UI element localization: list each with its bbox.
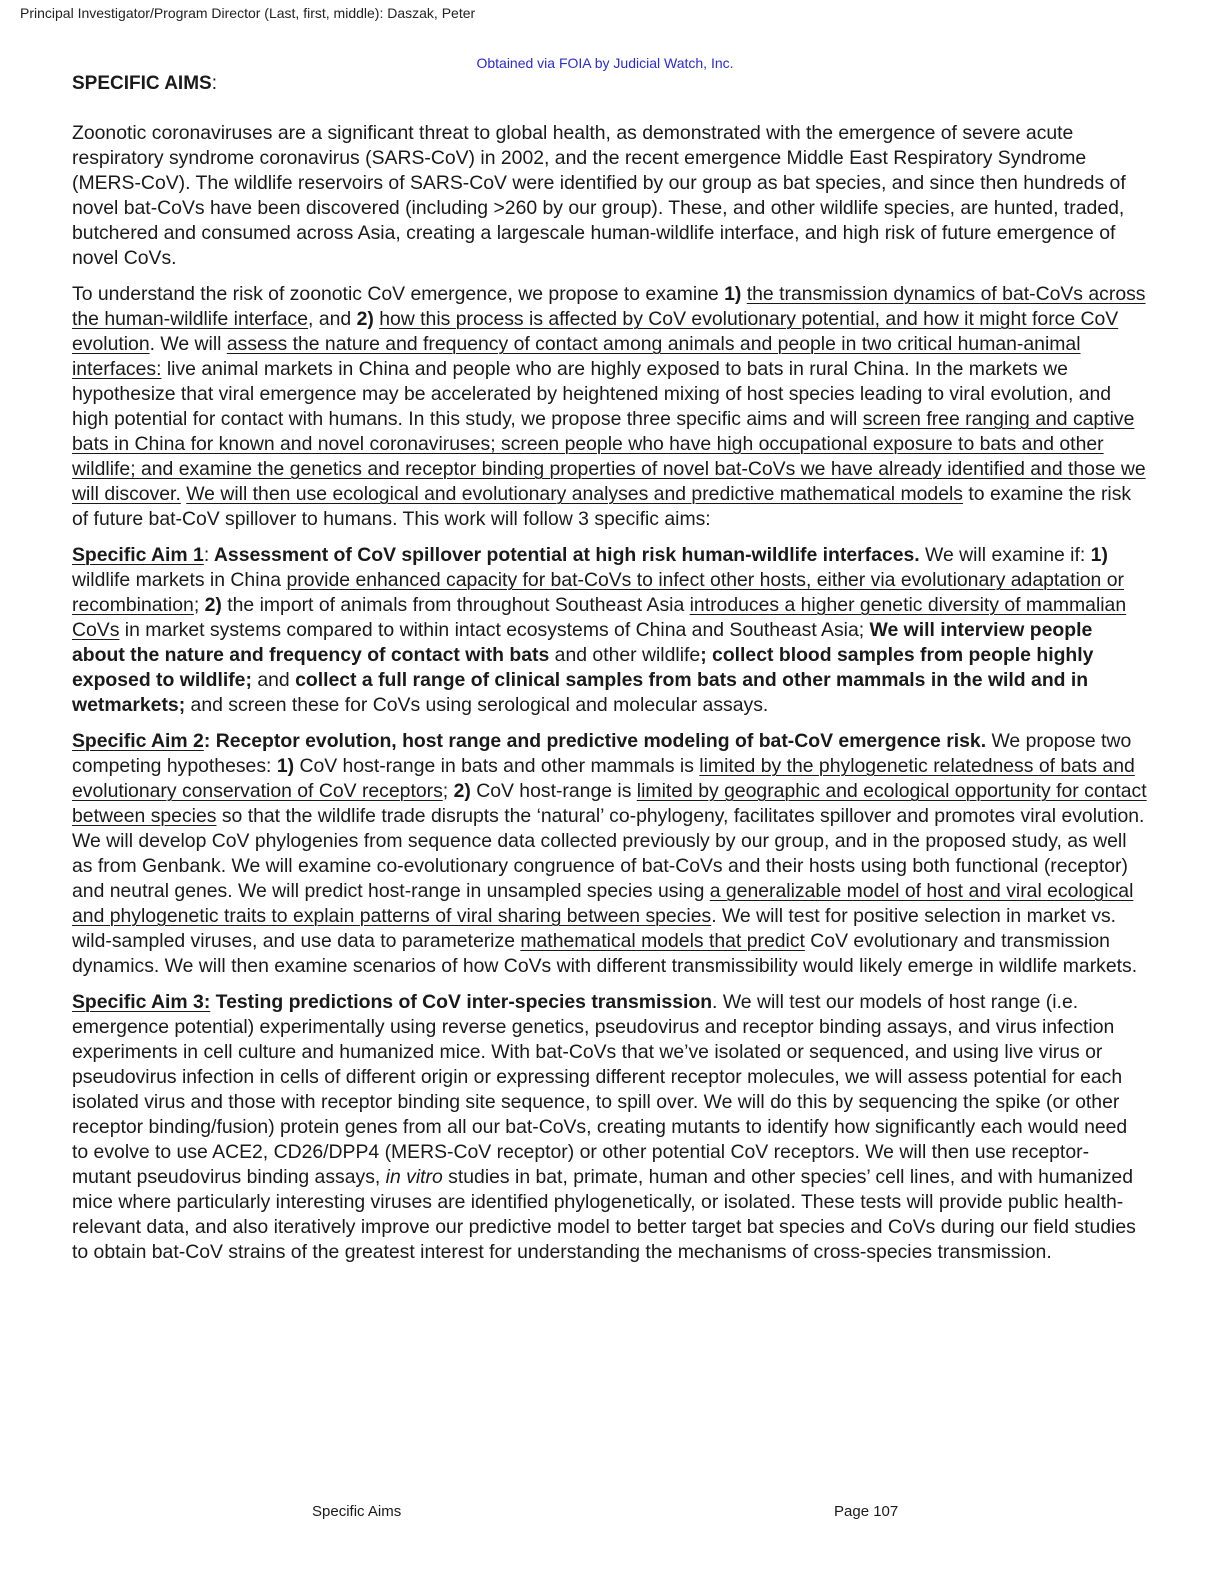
footer-section-label: Specific Aims xyxy=(312,1503,402,1520)
aim1-heading: Assessment of CoV spillover potential at high risk human-wildlife interfaces. xyxy=(209,544,920,566)
page-title xyxy=(72,73,217,95)
foia-watermark: Obtained via FOIA by Judicial Watch, Inc. xyxy=(476,55,734,71)
aim3-heading: Testing predictions of CoV inter-species transmission xyxy=(210,991,713,1013)
aim2-heading: : Receptor evolution, host range and predictive modeling of bat-CoV emergence risk. xyxy=(203,730,987,752)
aim3-paragraph: Specific Aim 3: Testing predictions of CoV inter-species transmission. We will test our models of host range (i.e. emergence potential) experimentally using reverse genetics, pseudovirus and receptor binding assays, and virus infection experiments in cell culture and humanized mice. With bat-CoVs that we’ve isolated or sequenced, and using live virus or pseudovirus infection in cells of different origin or expressing different receptor molecules, we will assess potential for each isolated virus and those with receptor binding site sequence, to spill over. We will do this by sequencing the spike (or other receptor binding/fusion) protein genes from all our bat-CoVs, creating mutants to identify how significantly each would need to evolve to use ACE2, CD26/DPP4 (MERS-CoV receptor) or other potential CoV receptors. We will then use receptor-mutant pseudovirus binding assays, in vitro studies in bat, primate, human and other species’ cell lines, and with humanized mice where particularly interesting viruses are identified phylogenetically, or isolated. These tests will provide public health-relevant data, and also iteratively improve our predictive model to better target bat species and CoVs during our field studies to obtain bat-CoV strains of the greatest interest for understanding the mechanisms of cross-species transmission. xyxy=(72,991,1136,1263)
footer-page-number: Page 107 xyxy=(834,1503,899,1520)
body-content xyxy=(72,121,1147,1276)
intro-paragraph: Zoonotic coronaviruses are a significant threat to global health, as demonstrated with the emergence of severe acute respiratory syndrome coronavirus (SARS-CoV) in 2002, and the recent emergence Middle East Respiratory Syndrome (MERS-CoV). The wildlife reservoirs of SARS-CoV were identified by our group as bat species, and since then hundreds of novel bat-CoVs have been discovered (including >260 by our group). These, and other wildlife species, are hunted, traded, butchered and consumed across Asia, creating a largescale human-wildlife interface, and high risk of future emergence of novel CoVs. xyxy=(72,122,1126,269)
rationale-paragraph: To understand the risk of zoonotic CoV emergence, we propose to examine 1) the transmission dynamics of bat-CoVs across the human-wildlife interface, and 2) how this process is affected by CoV evolutionary potential, and how it might force CoV evolution. We will assess the nature and frequency of contact among animals and people in two critical human-animal interfaces: live animal markets in China and people who are highly exposed to bats in rural China. In the markets we hypothesize that viral emergence may be accelerated by heightened mixing of host species leading to viral evolution, and high potential for contact with humans. In this study, we propose three specific aims and will screen free ranging and captive bats in China for known and novel coronaviruses; screen people who have high occupational exposure to bats and other wildlife; and examine the genetics and receptor binding properties of novel bat-CoVs we have already identified and those we will discover. We will then use ecological and evolutionary analyses and predictive mathematical models to examine the risk of future bat-CoV spillover to humans. This work will follow 3 specific aims: xyxy=(72,283,1146,530)
investigator-header: Principal Investigator/Program Director (Last, first, middle): Daszak, Peter xyxy=(20,5,476,21)
title-text: SPECIFIC AIMS xyxy=(72,73,212,94)
aim2-label: Specific Aim 2 xyxy=(72,730,204,752)
title-colon: : xyxy=(211,73,217,94)
aim2-paragraph: Specific Aim 2: Receptor evolution, host range and predictive modeling of bat-CoV emergence risk. We propose two competing hypotheses: 1) CoV host-range in bats and other mammals is limited by the phylogenetic relatedness of bats and evolutionary conservation of CoV receptors; 2) CoV host-range is limited by geographic and ecological opportunity for contact between species so that the wildlife trade disrupts the ‘natural’ co-phylogeny, facilitates spillover and promotes viral evolution. We will develop CoV phylogenies from sequence data collected previously by our group, and in the proposed study, as well as from Genbank. We will examine co-evolutionary congruence of bat-CoVs and their hosts using both functional (receptor) and neutral genes. We will predict host-range in unsampled species using a generalizable model of host and viral ecological and phylogenetic traits to explain patterns of viral sharing between species. We will test for positive selection in market vs. wild-sampled viruses, and use data to parameterize mathematical models that predict CoV evolutionary and transmission dynamics. We will then examine scenarios of how CoVs with different transmissibility would likely emerge in wildlife markets. xyxy=(72,730,1147,977)
aim3-label: Specific Aim 3: xyxy=(72,991,211,1013)
aim1-label: Specific Aim 1 xyxy=(72,544,204,566)
aim1-paragraph: Specific Aim 1: Assessment of CoV spillover potential at high risk human-wildlife interfaces. We will examine if: 1) wildlife markets in China provide enhanced capacity for bat-CoVs to infect other hosts, either via evolutionary adaptation or recombination; 2) the import of animals from throughout Southeast Asia introduces a higher genetic diversity of mammalian CoVs in market systems compared to within intact ecosystems of China and Southeast Asia; We will interview people about the nature and frequency of contact with bats and other wildlife; collect blood samples from people highly exposed to wildlife; and collect a full range of clinical samples from bats and other mammals in the wild and in wetmarkets; and screen these for CoVs using serological and molecular assays. xyxy=(72,544,1127,716)
